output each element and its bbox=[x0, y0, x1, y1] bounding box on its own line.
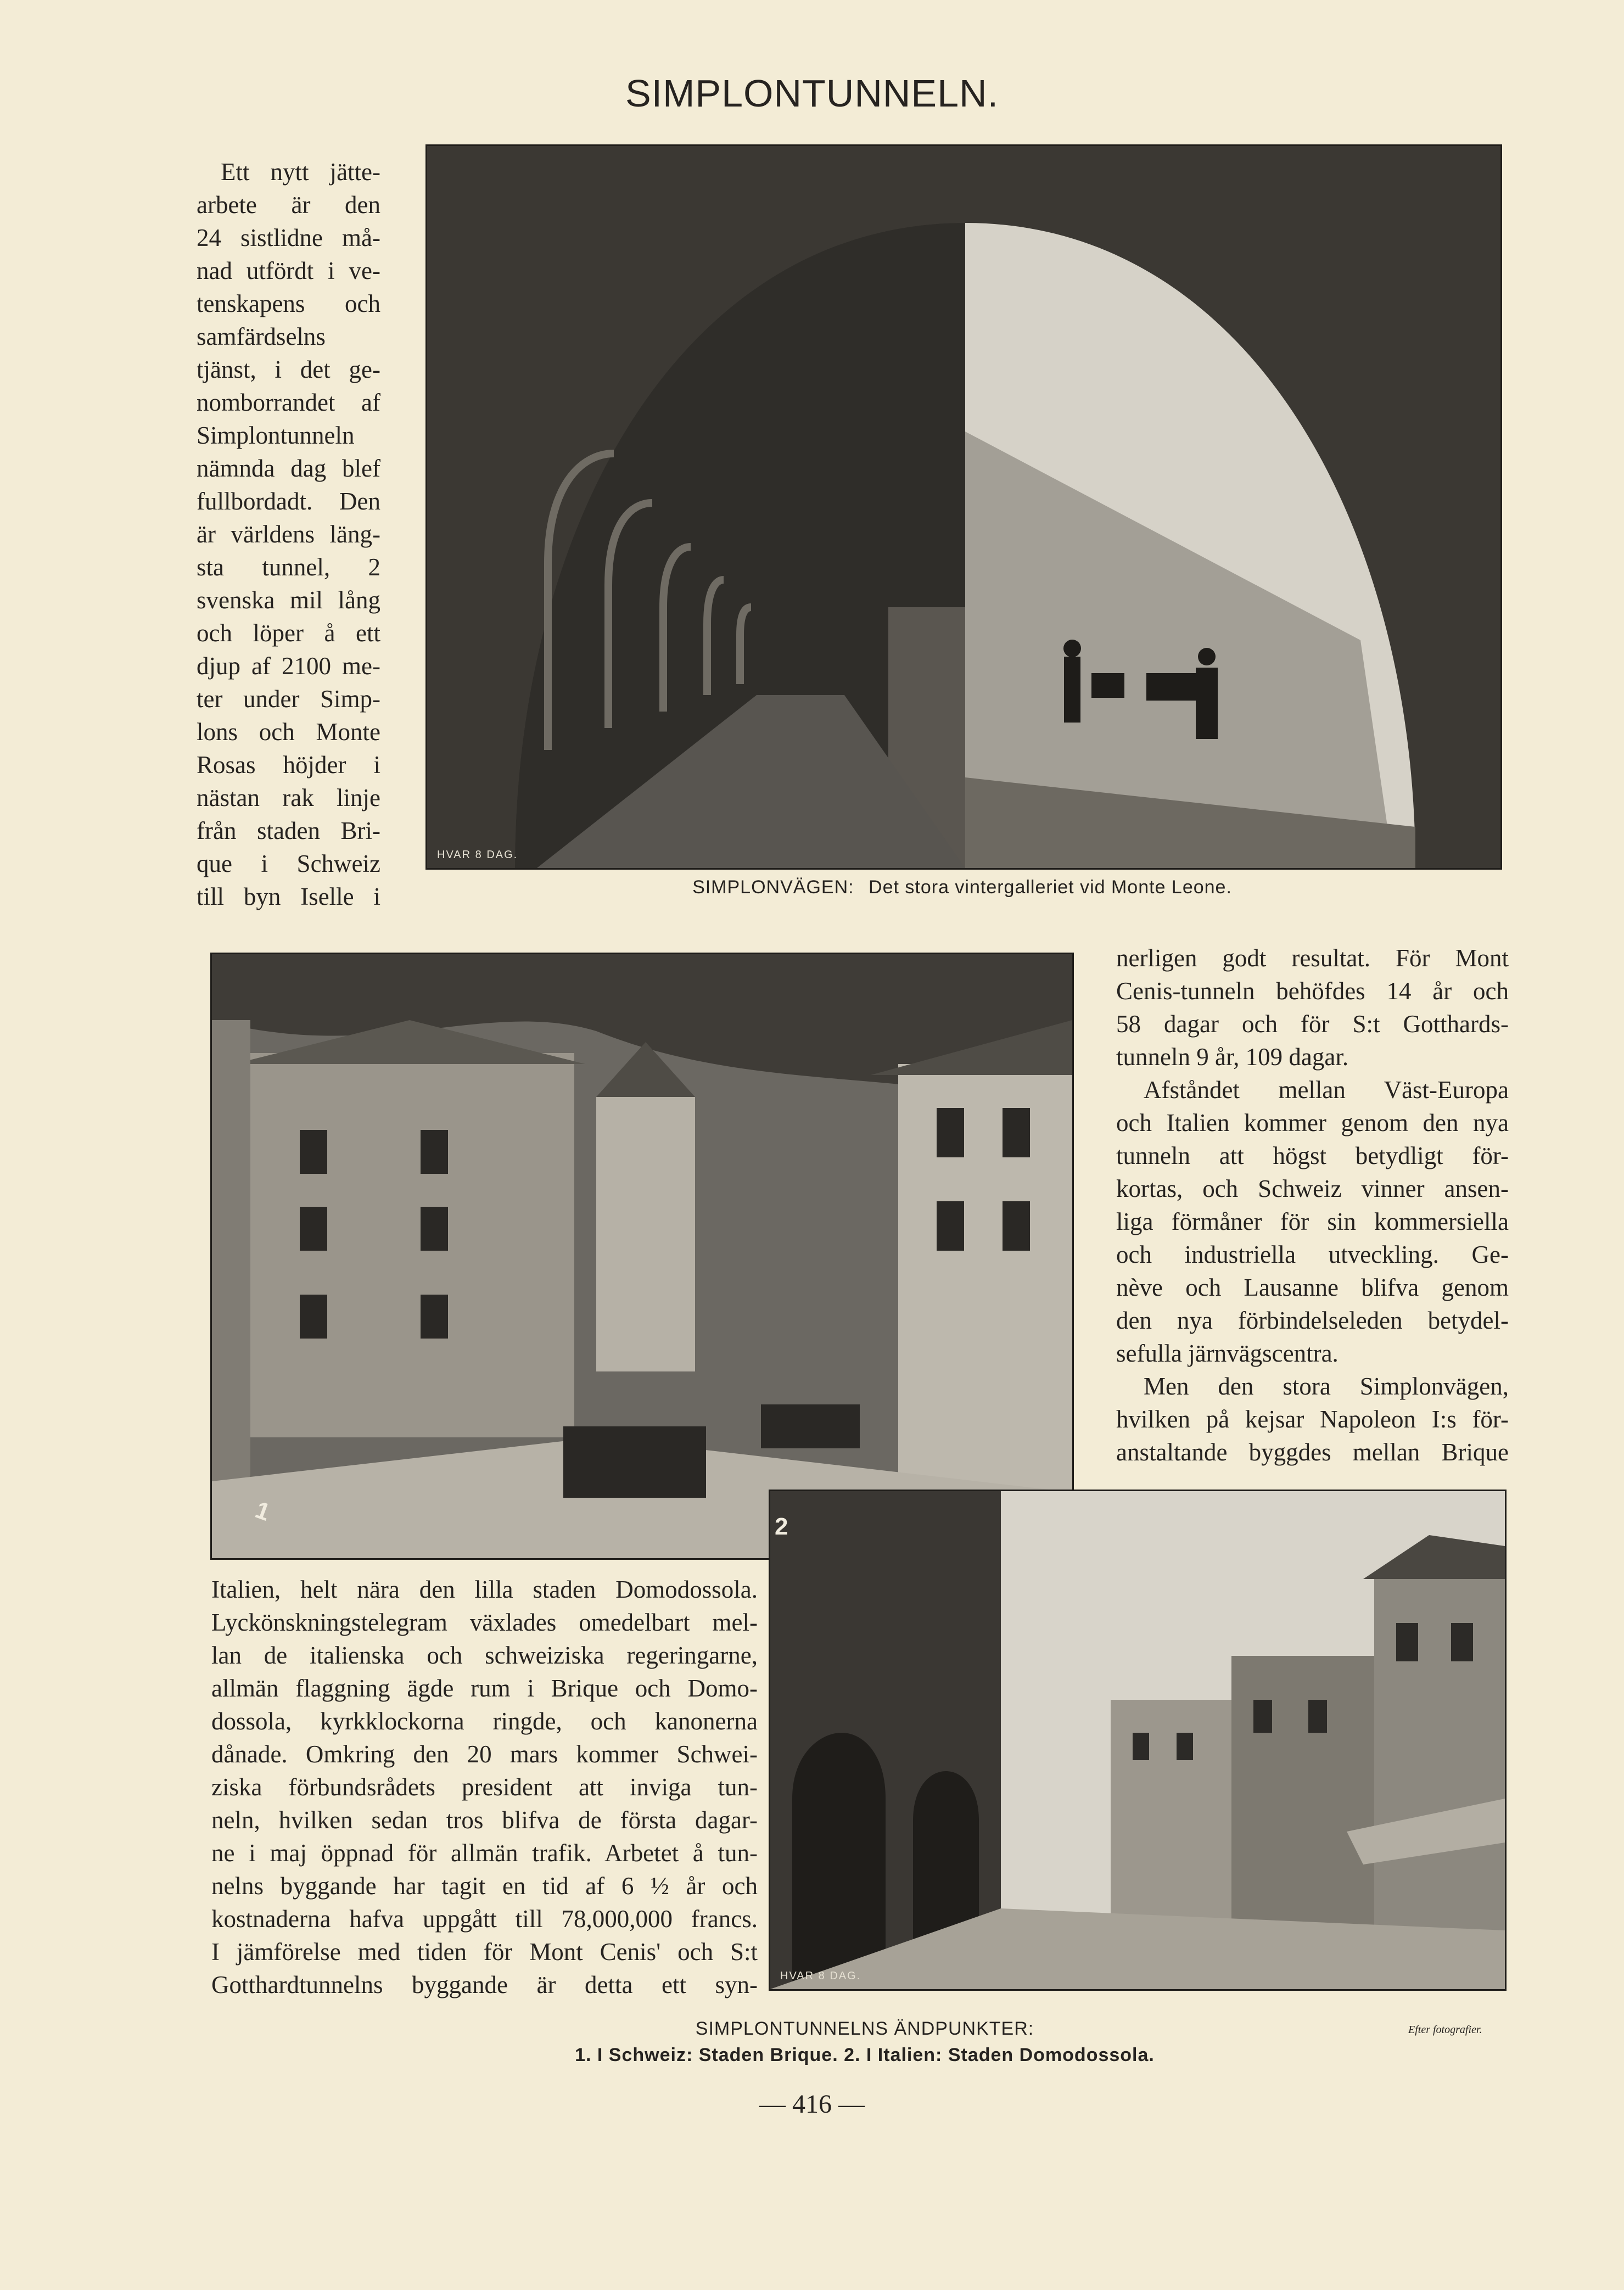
intro-line: sta tunnel, 2 bbox=[197, 553, 380, 581]
para2-line: sefulla järnvägscentra. bbox=[1116, 1340, 1339, 1367]
page-number: — 416 — bbox=[759, 2090, 865, 2119]
para3-line: anstaltande byggdes mellan Brique bbox=[1116, 1438, 1509, 1466]
photo-number: 2 bbox=[775, 1513, 788, 1540]
intro-line: nomborrandet af bbox=[197, 389, 380, 416]
lower-line: Lyckönskningstelegram växlades omedelbart mel- bbox=[211, 1609, 758, 1636]
bottom-caption-line1: SIMPLONTUNNELNS ÄNDPUNKTER: bbox=[695, 2018, 1034, 2039]
intro-line: från staden Bri- bbox=[197, 817, 380, 844]
lower-line: neln, hvilken sedan tros blifva de första dagar- bbox=[211, 1806, 758, 1834]
lower-line: ziska förbundsrådets president att inviga tun- bbox=[211, 1773, 758, 1801]
gallery-illustration bbox=[427, 146, 1500, 868]
intro-line: Simplontunneln bbox=[197, 422, 355, 449]
intro-column bbox=[197, 155, 380, 913]
para2-line: tunneln att högst betydligt för- bbox=[1116, 1142, 1509, 1169]
intro-line: arbete är den bbox=[197, 191, 380, 219]
lower-line: allmän flaggning ägde rum i Brique och Domo- bbox=[211, 1675, 758, 1702]
photo-credit: HVAR 8 DAG. bbox=[780, 1970, 861, 1982]
intro-line: är världens läng- bbox=[197, 520, 380, 548]
domodossola-illustration bbox=[770, 1491, 1505, 1989]
photo-credit: HVAR 8 DAG. bbox=[437, 849, 518, 861]
intro-line: nästan rak linje bbox=[197, 784, 380, 811]
lower-line: Italien, helt nära den lilla staden Domodossola. bbox=[211, 1576, 758, 1603]
para1-line: Cenis-tunneln behöfdes 14 år och bbox=[1116, 977, 1509, 1005]
photo-number: 1 bbox=[251, 1496, 274, 1526]
para2-line: liga förmåner för sin kommersiella bbox=[1116, 1208, 1509, 1235]
intro-line: nad utfördt i ve- bbox=[197, 257, 380, 284]
photo-brique bbox=[210, 953, 1074, 1560]
intro-line: ter under Simp- bbox=[197, 685, 380, 713]
lower-left-column bbox=[211, 1573, 758, 2001]
intro-line: Ett nytt jätte- bbox=[221, 158, 380, 186]
para1-line: tunneln 9 år, 109 dagar. bbox=[1116, 1043, 1349, 1071]
intro-line: samfärdselns bbox=[197, 323, 326, 350]
para2-line: kortas, och Schweiz vinner ansen- bbox=[1116, 1175, 1509, 1202]
intro-line: fullbordadt. Den bbox=[197, 488, 380, 515]
page-title: SIMPLONTUNNELN. bbox=[625, 72, 999, 115]
lower-line: ne i maj öppnad för allmän trafik. Arbetet å tun- bbox=[211, 1839, 758, 1867]
lower-line: dossola, kyrkklockorna ringde, och kanonerna bbox=[211, 1707, 758, 1735]
lower-line: Gotthardtunnelns byggande är detta ett syn- bbox=[211, 1971, 758, 1998]
lower-line: I jämförelse med tiden för Mont Cenis' och S:t bbox=[211, 1938, 758, 1966]
para3-line: Men den stora Simplonvägen, bbox=[1144, 1373, 1509, 1400]
intro-line: lons och Monte bbox=[197, 718, 380, 746]
intro-line: 24 sistlidne må- bbox=[197, 224, 380, 251]
caption-text: Det stora vintergalleriet vid Monte Leone. bbox=[869, 877, 1232, 898]
intro-line: djup af 2100 me- bbox=[197, 652, 380, 680]
intro-line: svenska mil lång bbox=[197, 586, 380, 614]
lower-line: dånade. Omkring den 20 mars kommer Schwei- bbox=[211, 1740, 758, 1768]
photo-simplon-gallery bbox=[425, 144, 1502, 870]
para2-line: den nya förbindelseleden betydel- bbox=[1116, 1307, 1509, 1334]
para1-line: 58 dagar och för S:t Gotthards- bbox=[1116, 1010, 1509, 1038]
para2-line: nève och Lausanne blifva genom bbox=[1116, 1274, 1509, 1301]
para2-line: och industriella utveckling. Ge- bbox=[1116, 1241, 1509, 1268]
lower-line: kostnaderna hafva uppgått till 78,000,000 francs. bbox=[211, 1905, 758, 1933]
intro-line: Rosas höjder i bbox=[197, 751, 380, 779]
para3-line: hvilken på kejsar Napoleon I:s för- bbox=[1116, 1406, 1509, 1433]
photo-domodossola bbox=[769, 1490, 1507, 1991]
brique-illustration bbox=[212, 954, 1072, 1558]
intro-line: que i Schweiz bbox=[197, 850, 380, 877]
lower-line: nelns byggande har tagit en tid af 6 ½ år och bbox=[211, 1872, 758, 1900]
para2-line: Afståndet mellan Väst-Europa bbox=[1144, 1076, 1509, 1104]
intro-line: tjänst, i det ge- bbox=[197, 356, 380, 383]
intro-line: tenskapens och bbox=[197, 290, 380, 317]
photo-caption-top bbox=[425, 877, 1499, 898]
caption-label: SIMPLONVÄGEN: bbox=[692, 877, 854, 898]
photo-source-credit: Efter fotografier. bbox=[1408, 2024, 1482, 2036]
intro-line: till byn Iselle i bbox=[197, 883, 380, 910]
intro-line: och löper å ett bbox=[197, 619, 380, 647]
intro-line: nämnda dag blef bbox=[197, 455, 380, 482]
para2-line: och Italien kommer genom den nya bbox=[1116, 1109, 1509, 1136]
lower-line: lan de italienska och schweiziska regeringarne, bbox=[211, 1642, 758, 1669]
bottom-caption-line2: 1. I Schweiz: Staden Brique. 2. I Italien: Staden Domodossola. bbox=[575, 2045, 1155, 2065]
right-column bbox=[1116, 942, 1509, 1469]
para1-line: nerligen godt resultat. För Mont bbox=[1116, 944, 1509, 972]
